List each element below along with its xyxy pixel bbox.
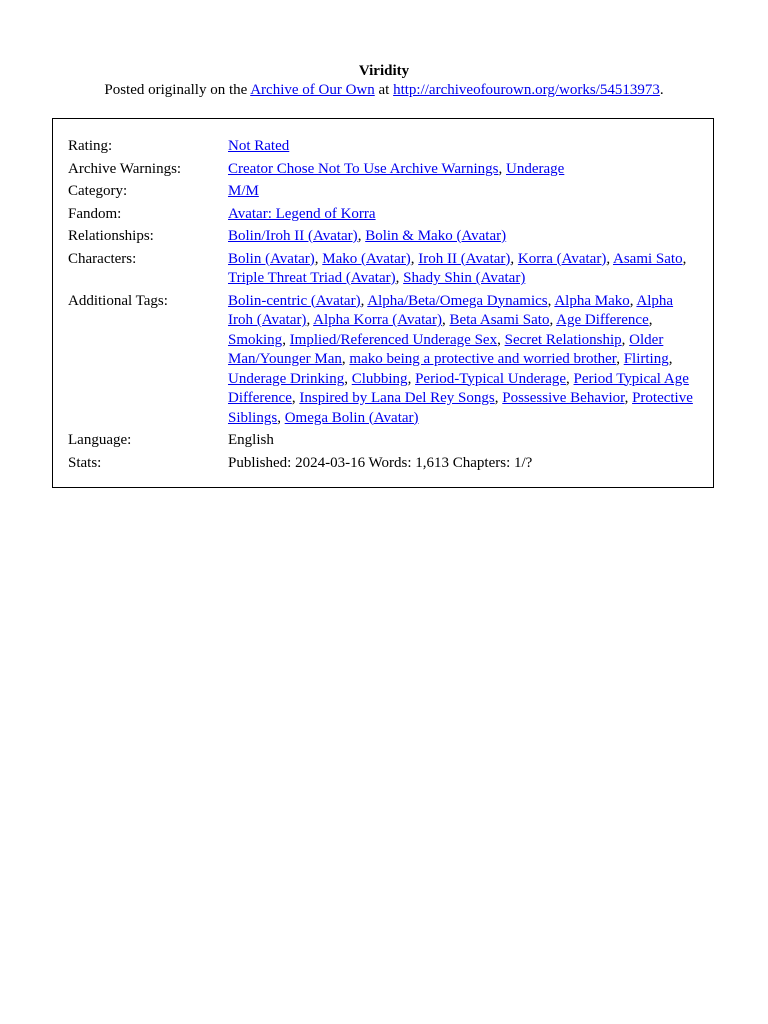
stats-label: Stats: bbox=[68, 454, 102, 471]
rating-tags bbox=[228, 137, 698, 160]
tag-link[interactable]: Not Rated bbox=[228, 138, 290, 154]
stats-value: Published: 2024-03-16 Words: 1,613 Chapters: 1/? bbox=[228, 454, 533, 471]
tag-link[interactable]: Period Typical Age Difference bbox=[228, 370, 689, 406]
archive-link[interactable]: Archive of Our Own bbox=[250, 82, 375, 98]
tag-link[interactable]: Bolin/Iroh II (Avatar) bbox=[228, 228, 358, 244]
warnings-row bbox=[68, 160, 698, 183]
tag-link[interactable]: Bolin & Mako (Avatar) bbox=[365, 228, 507, 244]
tag-link[interactable]: Older Man/Younger Man bbox=[228, 331, 664, 367]
tag-link[interactable]: Korra (Avatar) bbox=[517, 250, 607, 267]
posted-suffix: . bbox=[659, 82, 664, 98]
tag-link[interactable]: Underage bbox=[505, 160, 565, 177]
tag-link[interactable]: Alpha Iroh (Avatar) bbox=[228, 292, 674, 328]
fandom-label: Fandom: bbox=[68, 205, 122, 222]
additional-tags-list: Bolin-centric (Avatar), Alpha/Beta/Omega Dynamics, Alpha Mako, Alpha Iroh (Avatar), Alpha Korra (Avatar), Beta Asami Sato, Age Difference, Smoking, Implied/Referenced Underage Sex, Secret Relationship, Older Man/Younger Man, mako being a protective and worried brother, Flirting, Underage Drinking, Clubbing, Period-Typical Underage, Period Typical Age Difference, Inspired by Lana Del Rey Songs, Possessive Behavior, Protective Siblings, Omega Bolin (Avatar) bbox=[228, 292, 693, 426]
tag-link[interactable]: M/M bbox=[228, 183, 259, 199]
tag-link[interactable]: Underage Drinking bbox=[228, 370, 345, 387]
meta-box bbox=[52, 118, 714, 488]
tag-link[interactable]: Bolin (Avatar) bbox=[228, 250, 315, 267]
tag-link[interactable]: Bolin-centric (Avatar) bbox=[228, 292, 361, 309]
posted-mid: at bbox=[374, 82, 394, 98]
additional-tags-label: Additional Tags: bbox=[68, 292, 168, 309]
language-row bbox=[68, 431, 698, 454]
tag-link[interactable]: Clubbing bbox=[351, 370, 408, 387]
tag-link[interactable]: Smoking bbox=[228, 331, 283, 348]
meta-table bbox=[68, 137, 698, 476]
tag-link[interactable]: Protective Siblings bbox=[228, 390, 693, 426]
tag-link[interactable]: Shady Shin (Avatar) bbox=[403, 270, 526, 286]
category-row bbox=[68, 182, 698, 205]
tag-link[interactable]: Creator Chose Not To Use Archive Warnings bbox=[228, 160, 499, 177]
category-tags bbox=[228, 182, 698, 205]
tag-link[interactable]: Iroh II (Avatar) bbox=[418, 250, 511, 267]
fandom-tags bbox=[228, 205, 698, 228]
language-value: English bbox=[228, 432, 274, 448]
rating-label: Rating: bbox=[68, 138, 113, 154]
tag-link[interactable]: Alpha/Beta/Omega Dynamics bbox=[367, 292, 548, 309]
characters-label: Characters: bbox=[68, 250, 137, 267]
tag-link[interactable]: Alpha Korra (Avatar) bbox=[313, 312, 442, 328]
work-title: Viridity bbox=[358, 63, 410, 79]
language-label: Language: bbox=[68, 432, 132, 448]
stats-row bbox=[68, 454, 698, 477]
warnings-tags: Creator Chose Not To Use Archive Warnings, Underage bbox=[228, 160, 565, 177]
relationships-tags: Bolin/Iroh II (Avatar), Bolin & Mako (Avatar) bbox=[228, 228, 507, 244]
posted-line bbox=[0, 81, 768, 100]
relationships-label: Relationships: bbox=[68, 228, 154, 244]
tag-link[interactable]: Flirting bbox=[623, 351, 669, 367]
tag-link[interactable]: Period-Typical Underage bbox=[415, 370, 567, 387]
tag-link[interactable]: Age Difference bbox=[556, 312, 649, 328]
tag-link[interactable]: Possessive Behavior bbox=[502, 390, 625, 406]
fandom-row bbox=[68, 205, 698, 228]
posted-prefix: Posted originally on the bbox=[104, 82, 251, 98]
document-header bbox=[0, 62, 768, 100]
tag-link[interactable]: Secret Relationship bbox=[504, 331, 622, 348]
work-url-link[interactable]: http://archiveofourown.org/works/54513973 bbox=[393, 82, 660, 98]
relationships-row bbox=[68, 227, 698, 250]
tag-link[interactable]: Beta Asami Sato bbox=[449, 312, 550, 328]
tag-link[interactable]: Implied/Referenced Underage Sex bbox=[289, 331, 498, 348]
warnings-label: Archive Warnings: bbox=[68, 160, 182, 177]
tag-link[interactable]: Asami Sato bbox=[613, 250, 683, 267]
category-label: Category: bbox=[68, 183, 128, 199]
tag-link[interactable]: mako being a protective and worried brother bbox=[349, 351, 617, 367]
tag-link[interactable]: Avatar: Legend of Korra bbox=[228, 205, 376, 222]
additional-tags-row bbox=[68, 292, 698, 432]
tag-link[interactable]: Alpha Mako bbox=[554, 292, 630, 309]
tag-link[interactable]: Inspired by Lana Del Rey Songs bbox=[299, 390, 495, 406]
characters-row bbox=[68, 250, 698, 292]
characters-tags: Bolin (Avatar), Mako (Avatar), Iroh II (Avatar), Korra (Avatar), Asami Sato, Triple Threat Triad (Avatar), Shady Shin (Avatar) bbox=[228, 250, 687, 286]
tag-link[interactable]: Omega Bolin (Avatar) bbox=[284, 409, 419, 426]
rating-row bbox=[68, 137, 698, 160]
tag-link[interactable]: Triple Threat Triad (Avatar) bbox=[228, 270, 396, 286]
tag-link[interactable]: Mako (Avatar) bbox=[322, 250, 411, 267]
